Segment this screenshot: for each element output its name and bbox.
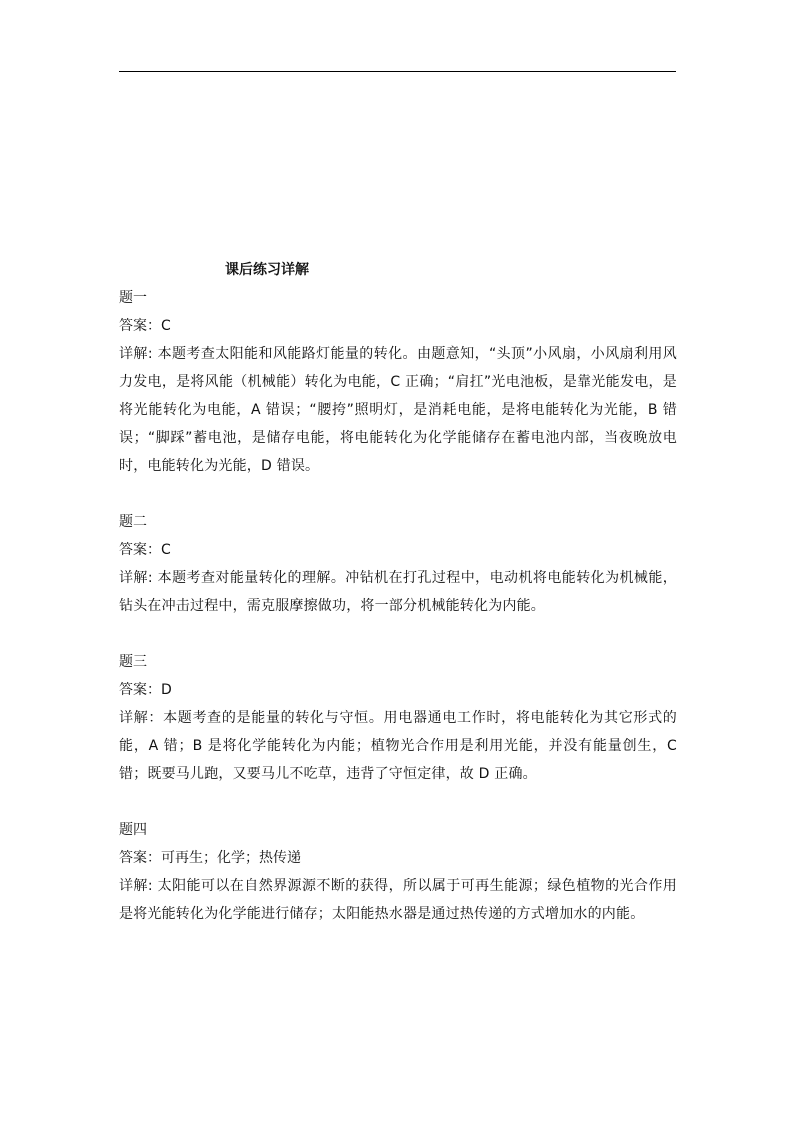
question-label: 题三	[119, 654, 147, 670]
question-answer: 答案：C	[119, 542, 171, 558]
question-answer: 答案：可再生；化学；热传递	[119, 850, 301, 866]
question-3	[119, 648, 677, 788]
question-2	[119, 508, 677, 620]
question-detail: 详解: 本题考查太阳能和风能路灯能量的转化。由题意知，“头顶”小风扇，小风扇利用风力发电，是将风能（机械能）转化为电能，C 正确；“肩扛”光电池板，是靠光能发电，是将光能转化为电能，A 错误；“腰挎”照明灯，是消耗电能，是将电能转化为光能，B 错误；“脚踩”蓄电池，是储存电能，将电能转化为化学能储存在蓄电池内部，当夜晚放电时，电能转化为光能，D 错误。	[119, 346, 677, 474]
question-label: 题二	[119, 514, 147, 530]
question-answer: 答案：C	[119, 318, 171, 334]
header-rule	[119, 71, 676, 72]
question-1	[119, 284, 677, 480]
question-detail: 详解：本题考查的是能量的转化与守恒。用电器通电工作时，将电能转化为其它形式的能，A 错；B 是将化学能转化为内能；植物光合作用是利用光能，并没有能量创生，C 错；既要马儿跑，又要马儿不吃草，违背了守恒定律，故 D 正确。	[119, 710, 677, 782]
document-title: 课后练习详解	[225, 262, 309, 278]
question-label: 题一	[119, 290, 147, 306]
document-body	[119, 256, 677, 956]
question-detail: 详解: 太阳能可以在自然界源源不断的获得，所以属于可再生能源；绿色植物的光合作用是将光能转化为化学能进行储存；太阳能热水器是通过热传递的方式增加水的内能。	[119, 878, 677, 922]
question-detail: 详解: 本题考查对能量转化的理解。冲钻机在打孔过程中，电动机将电能转化为机械能，钻头在冲击过程中，需克服摩擦做功，将一部分机械能转化为内能。	[119, 570, 677, 614]
question-label: 题四	[119, 822, 147, 838]
question-answer: 答案：D	[119, 682, 172, 698]
question-4	[119, 816, 677, 928]
